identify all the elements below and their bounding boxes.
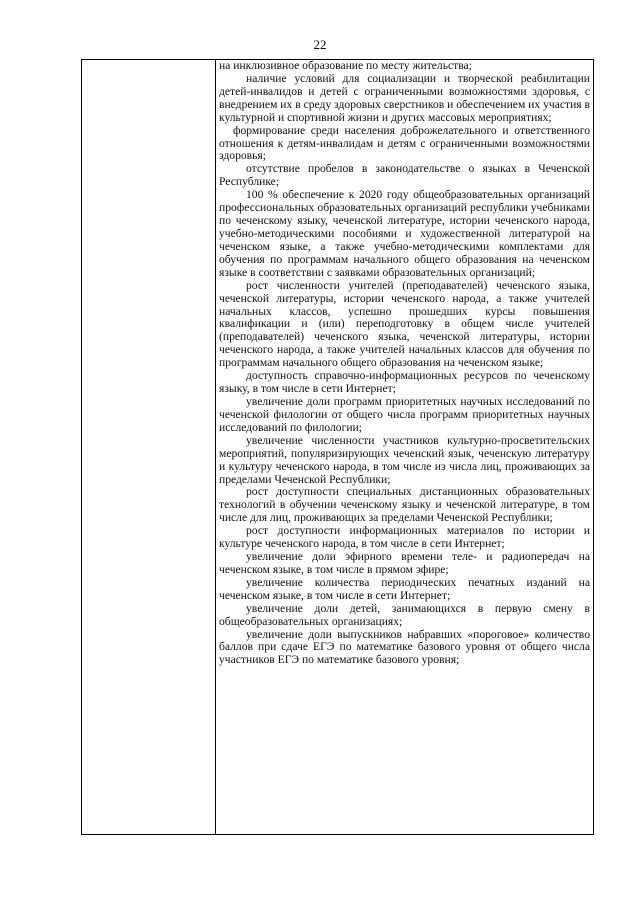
paragraph: рост численности учителей (преподавателей) чеченского языка, чеченской литературы, истории чеченского народа, а также учителей начальных классов, успешно прошедших курсы повышения квалификации и (или) переподготовку в общем числе учителей (преподавателей) чеченского языка, чеченской литературы, истории чеченского народа, а также учителей начальных классов для обучения по программам начального общего образования на чеченском языке; xyxy=(219,278,590,370)
paragraph: на инклюзивное образование по месту жительства; xyxy=(219,59,472,72)
paragraph: увеличение доли программ приоритетных научных исследований по чеченской филологии от общего числа программ приоритетных научных исследований по филологии; xyxy=(219,394,590,434)
table-cell-left xyxy=(82,60,215,834)
paragraph: увеличение численности участников культурно-просветительских мероприятий, популяризирующих чеченский язык, чеченскую литературу и культуру чеченского народа, в том числе из числа лиц, проживающих за пределами Чеченской Республики; xyxy=(219,433,590,486)
paragraph: увеличение доли эфирного времени теле- и радиопередач на чеченском языке, в том числе в прямом эфире; xyxy=(219,550,590,576)
paragraph: рост доступности специальных дистанционных образовательных технологий в обучении чеченскому языку и чеченской литературе, в том числе для лиц, проживающих за пределами Чеченской Республики; xyxy=(219,485,590,525)
paragraph: рост доступности информационных материалов по истории и культуре чеченского народа, в том числе в сети Интернет; xyxy=(219,524,590,551)
paragraph: увеличение количества периодических печатных изданий на чеченском языке, в том числе в сети Интернет; xyxy=(219,575,590,602)
paragraph: формирование среди населения доброжелательного и ответственного отношения к детям-инвалидам и детям с ограниченными возможностями здоровья; xyxy=(219,123,590,163)
table-cell-right xyxy=(219,60,590,667)
paragraph: отсутствие пробелов в законодательстве о языках в Чеченской Республике; xyxy=(219,162,590,189)
paragraph: доступность справочно-информационных ресурсов по чеченскому языку, в том числе в сети Интернет; xyxy=(219,369,590,396)
page-number: 22 xyxy=(313,37,327,52)
column-divider xyxy=(215,60,216,834)
paragraph: увеличение доли детей, занимающихся в первую смену в общеобразовательных организациях; xyxy=(219,601,590,628)
paragraph: наличие условий для социализации и творческой реабилитации детей-инвалидов и детей с ограниченными возможностями здоровья, с внедрением их в среду здоровых сверстников и обеспечением их участия в культурной и спортивной жизни и других массовых мероприятиях; xyxy=(219,71,590,124)
document-table xyxy=(81,59,594,835)
paragraph: увеличение доли выпускников набравших «пороговое» количество баллов при сдаче ЕГЭ по математике базового уровня от общего числа участников ЕГЭ по математике базового уровня; xyxy=(219,627,590,667)
paragraph: 100 % обеспечение к 2020 году общеобразовательных организаций профессиональных образовательных организаций республики учебниками по чеченскому языку, чеченской литературе, истории чеченского народа, учебно-методическими пособиями и художественной литературой на чеченском языке, а также учебно-методическими комплектами для обучения по программам начального общего образования на чеченском языке в соответствии с заявками образовательных организаций; xyxy=(219,188,590,279)
